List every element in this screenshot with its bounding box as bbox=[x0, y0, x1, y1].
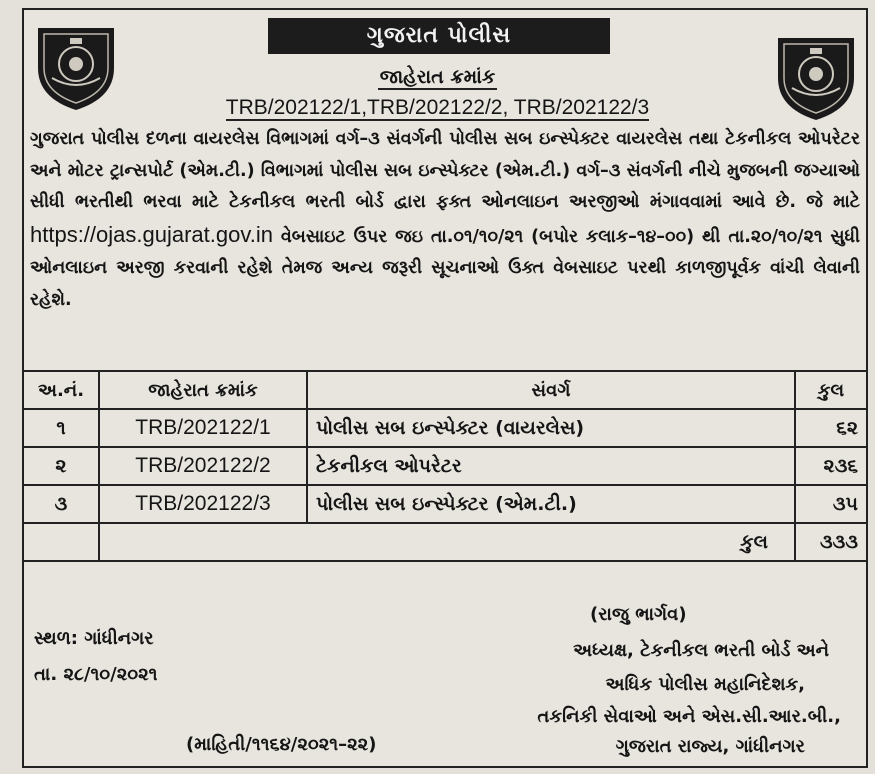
signatory-title-line2: અધિક પોલીસ મહાનિદેશક, bbox=[605, 674, 805, 695]
row-advertisement: TRB/202122/3 bbox=[99, 485, 307, 523]
row-cadre: ટેકનીકલ ઓપરેટર bbox=[307, 447, 795, 485]
row-serial: ૩ bbox=[23, 485, 99, 523]
date: તા. ૨૮/૧૦/૨૦૨૧ bbox=[34, 664, 158, 685]
total-label: કુલ bbox=[99, 523, 795, 561]
signatory-title-line4: ગુજરાત રાજ્ય, ગાંધીનગર bbox=[615, 736, 805, 757]
notice-text-part1: ગુજરાત પોલીસ દળના વાયરલેસ વિભાગમાં વર્ગ–૩ સંવર્ગની પોલીસ સબ ઇન્સ્પેક્ટર વાયરલેસ તથા ટેકનીકલ ઓપરેટર અને મોટર ટ્રાન્સપોર્ટ (એમ.ટી.) વિભાગમાં પોલીસ સબ ઇન્સ્પેક્ટર (એમ.ટી.) વર્ગ–૩ સંવર્ગની નીચે મુજબની જગ્યાઓ સીધી ભરતીથી ભરવા માટે ટેકનીકલ ભરતી બોર્ડ દ્વારા ફક્ત ઓનલાઇન અરજીઓ મંગાવવામાં આવે છે. જે માટે bbox=[30, 129, 860, 212]
row-advertisement: TRB/202122/2 bbox=[99, 447, 307, 485]
row-serial: ૨ bbox=[23, 447, 99, 485]
header-advertisement: જાહેરાત ક્રમાંક bbox=[99, 371, 307, 409]
ojas-website-link[interactable]: https://ojas.gujarat.gov.in bbox=[30, 221, 273, 247]
row-total: ૩૫ bbox=[795, 485, 867, 523]
row-serial: ૧ bbox=[23, 409, 99, 447]
row-cadre: પોલીસ સબ ઇન્સ્પેક્ટર (વાયરલેસ) bbox=[307, 409, 795, 447]
advertisement-numbers: TRB/202122/1,TRB/202122/2, TRB/202122/3 bbox=[225, 96, 650, 119]
signatory-title-line1: અધ્યક્ષ, ટેકનીકલ ભરતી બોર્ડ અને bbox=[573, 640, 829, 661]
header-cadre: સંવર્ગ bbox=[307, 371, 795, 409]
place: સ્થળ: ગાંધીનગર bbox=[34, 628, 154, 649]
row-total: ૨૩૬ bbox=[795, 447, 867, 485]
vacancy-table bbox=[22, 370, 868, 562]
advertisement-label: જાહેરાત ક્રમાંક bbox=[379, 66, 496, 88]
table-row bbox=[23, 409, 867, 447]
organization-title: ગુજરાત પોલીસ bbox=[268, 18, 610, 54]
row-cadre: પોલીસ સબ ઇન્સ્પેક્ટર (એમ.ટી.) bbox=[307, 485, 795, 523]
table-total-row bbox=[23, 523, 867, 561]
header-total: કુલ bbox=[795, 371, 867, 409]
signatory-name: (રાજુ ભાર્ગવ) bbox=[590, 604, 687, 625]
row-advertisement: TRB/202122/1 bbox=[99, 409, 307, 447]
notice-body bbox=[30, 124, 860, 316]
reference-number: (માહિતી/૧૧૬૪/૨૦૨૧–૨૨) bbox=[186, 734, 377, 755]
table-row bbox=[23, 485, 867, 523]
header-serial: અ.નં. bbox=[23, 371, 99, 409]
table-row bbox=[23, 447, 867, 485]
row-total: ૬૨ bbox=[795, 409, 867, 447]
table-header-row bbox=[23, 371, 867, 409]
notice-text-part2: વેબસાઇટ ઉપર જઇ તા.૦૧/૧૦/૨૧ (બપોર કલાક–૧૪–૦૦) થી તા.૨૦/૧૦/૨૧ સુધી ઓનલાઇન અરજી કરવાની રહેશે તેમજ અન્ય જરૂરી સૂચનાઓ ઉક્ત વેબસાઇટ પરથી કાળજીપૂર્વક વાંચી લેવાની રહેશે. bbox=[30, 226, 861, 310]
signatory-title-line3: તકનિકી સેવાઓ અને એસ.સી.આર.બી., bbox=[537, 706, 841, 727]
empty-cell bbox=[23, 523, 99, 561]
total-value: ૩૩૩ bbox=[795, 523, 867, 561]
